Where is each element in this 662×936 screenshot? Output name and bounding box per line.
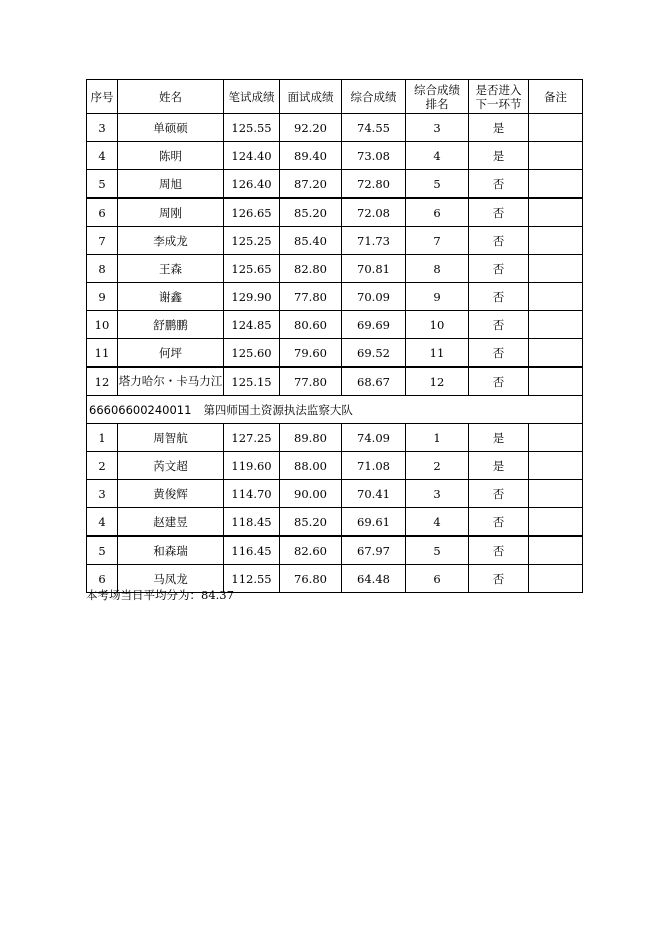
col-header-rank-line2: 排名 — [425, 96, 449, 111]
col-header-name: 姓名 — [118, 80, 224, 114]
cell-rank: 11 — [406, 339, 469, 368]
cell-interview: 77.80 — [280, 283, 342, 311]
cell-name: 舒鹏鹏 — [118, 311, 224, 339]
col-header-no: 序号 — [87, 80, 118, 114]
cell-name: 赵建昱 — [118, 508, 224, 537]
cell-name: 谢鑫 — [118, 283, 224, 311]
cell-total: 69.69 — [342, 311, 406, 339]
cell-interview: 77.80 — [280, 367, 342, 396]
cell-interview: 90.00 — [280, 480, 342, 508]
cell-rank: 2 — [406, 452, 469, 480]
cell-written: 125.55 — [224, 114, 280, 142]
table-row — [87, 311, 583, 339]
cell-note — [529, 198, 583, 227]
cell-note — [529, 114, 583, 142]
cell-interview: 82.60 — [280, 536, 342, 565]
cell-name: 陈明 — [118, 142, 224, 170]
col-header-next-line2: 下一环节 — [475, 96, 522, 111]
cell-total: 71.73 — [342, 227, 406, 255]
cell-written: 126.65 — [224, 198, 280, 227]
cell-no: 7 — [87, 227, 118, 255]
cell-next: 否 — [469, 311, 529, 339]
cell-interview: 76.80 — [280, 565, 342, 593]
col-header-written: 笔试成绩 — [224, 80, 280, 114]
cell-no: 5 — [87, 170, 118, 199]
cell-note — [529, 452, 583, 480]
table-row — [87, 367, 583, 396]
cell-rank: 10 — [406, 311, 469, 339]
cell-rank: 3 — [406, 480, 469, 508]
cell-total: 64.48 — [342, 565, 406, 593]
cell-total: 70.81 — [342, 255, 406, 283]
section-unit: 第四师国土资源执法监察大队 — [203, 402, 353, 417]
cell-written: 125.60 — [224, 339, 280, 368]
table-row — [87, 339, 583, 368]
cell-written: 125.15 — [224, 367, 280, 396]
cell-no: 4 — [87, 508, 118, 537]
cell-next: 否 — [469, 255, 529, 283]
cell-written: 125.65 — [224, 255, 280, 283]
cell-note — [529, 367, 583, 396]
cell-no: 4 — [87, 142, 118, 170]
cell-total: 72.80 — [342, 170, 406, 199]
table-body — [87, 114, 583, 593]
cell-note — [529, 565, 583, 593]
cell-name: 单硕硕 — [118, 114, 224, 142]
section-code: 66606600240011 — [89, 402, 192, 417]
cell-note — [529, 227, 583, 255]
cell-written: 127.25 — [224, 424, 280, 452]
cell-name: 周旭 — [118, 170, 224, 199]
cell-note — [529, 480, 583, 508]
cell-rank: 9 — [406, 283, 469, 311]
cell-total: 70.41 — [342, 480, 406, 508]
cell-note — [529, 170, 583, 199]
cell-name: 芮文超 — [118, 452, 224, 480]
cell-next: 否 — [469, 283, 529, 311]
cell-total: 70.09 — [342, 283, 406, 311]
cell-next: 否 — [469, 508, 529, 537]
cell-note — [529, 508, 583, 537]
cell-total: 74.09 — [342, 424, 406, 452]
cell-rank: 5 — [406, 170, 469, 199]
cell-next: 否 — [469, 339, 529, 368]
cell-written: 126.40 — [224, 170, 280, 199]
col-header-rank-line1: 综合成绩 — [414, 82, 460, 97]
cell-note — [529, 255, 583, 283]
cell-total: 69.52 — [342, 339, 406, 368]
cell-rank: 6 — [406, 198, 469, 227]
average-score-note: 本考场当日平均分为：84.37 — [86, 588, 234, 602]
cell-no: 3 — [87, 114, 118, 142]
cell-written: 116.45 — [224, 536, 280, 565]
cell-no: 6 — [87, 565, 118, 593]
table-row — [87, 198, 583, 227]
cell-note — [529, 339, 583, 368]
cell-no: 6 — [87, 198, 118, 227]
cell-note — [529, 283, 583, 311]
cell-written: 114.70 — [224, 480, 280, 508]
cell-total: 71.08 — [342, 452, 406, 480]
cell-written: 118.45 — [224, 508, 280, 537]
cell-next: 是 — [469, 452, 529, 480]
results-table — [86, 79, 583, 593]
table-row — [87, 283, 583, 311]
cell-rank: 6 — [406, 565, 469, 593]
table-row — [87, 508, 583, 537]
cell-no: 8 — [87, 255, 118, 283]
cell-name: 黄俊辉 — [118, 480, 224, 508]
cell-next: 否 — [469, 198, 529, 227]
cell-note — [529, 142, 583, 170]
cell-name: 和森瑞 — [118, 536, 224, 565]
cell-rank: 4 — [406, 142, 469, 170]
cell-next: 否 — [469, 536, 529, 565]
cell-total: 67.97 — [342, 536, 406, 565]
cell-name: 塔力哈尔・卡马力江 — [118, 367, 224, 396]
cell-no: 10 — [87, 311, 118, 339]
cell-rank: 3 — [406, 114, 469, 142]
cell-next: 否 — [469, 367, 529, 396]
col-header-rank — [406, 80, 469, 114]
cell-rank: 1 — [406, 424, 469, 452]
cell-next: 是 — [469, 424, 529, 452]
col-header-next — [469, 80, 529, 114]
cell-interview: 92.20 — [280, 114, 342, 142]
cell-interview: 85.20 — [280, 198, 342, 227]
cell-no: 1 — [87, 424, 118, 452]
table-row — [87, 227, 583, 255]
cell-no: 5 — [87, 536, 118, 565]
cell-written: 125.25 — [224, 227, 280, 255]
cell-next: 是 — [469, 142, 529, 170]
cell-interview: 89.40 — [280, 142, 342, 170]
cell-name: 王森 — [118, 255, 224, 283]
cell-interview: 88.00 — [280, 452, 342, 480]
cell-note — [529, 424, 583, 452]
cell-written: 129.90 — [224, 283, 280, 311]
cell-total: 69.61 — [342, 508, 406, 537]
cell-note — [529, 536, 583, 565]
cell-interview: 85.40 — [280, 227, 342, 255]
header-row — [87, 80, 583, 114]
cell-note — [529, 311, 583, 339]
table-row — [87, 480, 583, 508]
cell-total: 72.08 — [342, 198, 406, 227]
table-row — [87, 255, 583, 283]
cell-written: 124.40 — [224, 142, 280, 170]
cell-name: 何坪 — [118, 339, 224, 368]
cell-interview: 85.20 — [280, 508, 342, 537]
table-row — [87, 424, 583, 452]
cell-rank: 7 — [406, 227, 469, 255]
cell-next: 否 — [469, 170, 529, 199]
cell-next: 否 — [469, 480, 529, 508]
cell-no: 12 — [87, 367, 118, 396]
table-row — [87, 114, 583, 142]
cell-rank: 4 — [406, 508, 469, 537]
col-header-total: 综合成绩 — [342, 80, 406, 114]
table-row — [87, 170, 583, 199]
section-row — [87, 396, 583, 424]
cell-interview: 89.80 — [280, 424, 342, 452]
cell-no: 9 — [87, 283, 118, 311]
cell-rank: 5 — [406, 536, 469, 565]
table-row — [87, 536, 583, 565]
col-header-interview: 面试成绩 — [280, 80, 342, 114]
col-header-note: 备注 — [529, 80, 583, 114]
cell-next: 是 — [469, 114, 529, 142]
cell-written: 119.60 — [224, 452, 280, 480]
cell-interview: 79.60 — [280, 339, 342, 368]
cell-total: 74.55 — [342, 114, 406, 142]
section-header — [87, 396, 583, 424]
cell-no: 11 — [87, 339, 118, 368]
cell-name: 马凤龙 — [118, 565, 224, 593]
cell-name: 李成龙 — [118, 227, 224, 255]
cell-interview: 82.80 — [280, 255, 342, 283]
cell-no: 3 — [87, 480, 118, 508]
cell-written: 124.85 — [224, 311, 280, 339]
cell-rank: 8 — [406, 255, 469, 283]
cell-interview: 87.20 — [280, 170, 342, 199]
cell-name: 周智航 — [118, 424, 224, 452]
cell-name: 周刚 — [118, 198, 224, 227]
col-header-next-line1: 是否进入 — [475, 82, 522, 97]
table-row — [87, 452, 583, 480]
cell-interview: 80.60 — [280, 311, 342, 339]
cell-next: 否 — [469, 565, 529, 593]
cell-next: 否 — [469, 227, 529, 255]
cell-total: 68.67 — [342, 367, 406, 396]
cell-no: 2 — [87, 452, 118, 480]
cell-rank: 12 — [406, 367, 469, 396]
table-row — [87, 142, 583, 170]
cell-total: 73.08 — [342, 142, 406, 170]
cell-written: 112.55 — [224, 565, 280, 593]
